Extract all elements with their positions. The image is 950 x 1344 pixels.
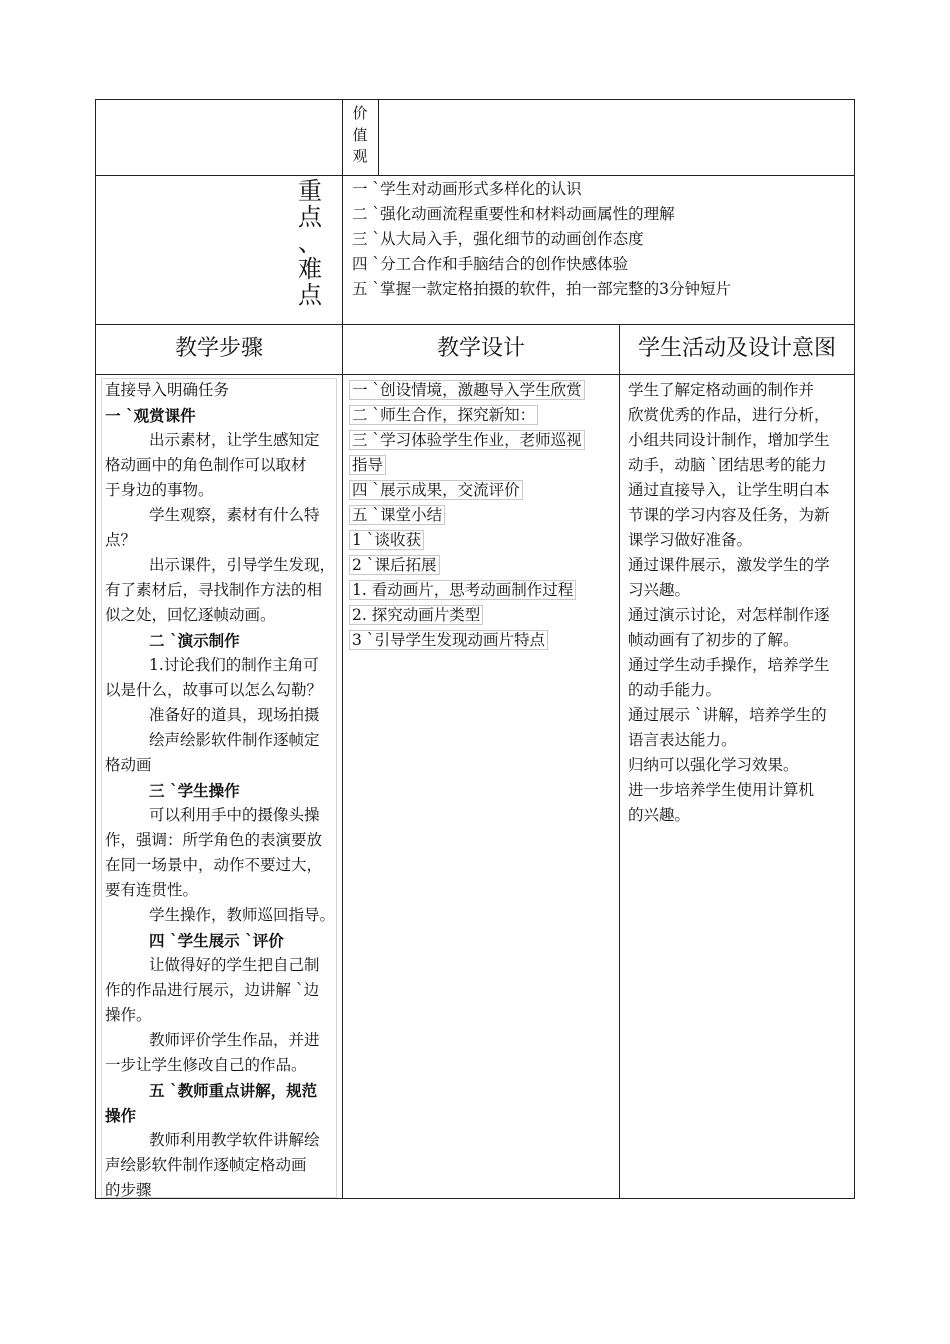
steps-line: 让做得好的学生把自己制 [149, 956, 320, 974]
activity-line: 通过演示讨论，对怎样制作逐 [628, 606, 830, 624]
activity-line: 动手，动脑 `团结思考的能力 [628, 456, 827, 474]
steps-line: 出示素材，让学生感知定 [149, 431, 320, 449]
steps-line: 声绘影软件制作逐帧定格动画 [105, 1156, 307, 1174]
design-column [349, 378, 617, 653]
activity-line: 小组共同设计制作，增加学生 [628, 431, 830, 449]
design-line: 一 `创设情境，激趣导入学生欣赏 [349, 380, 585, 400]
steps-line: 直接导入明确任务 [105, 381, 230, 399]
keypoint-item: 五 `掌握一款定格拍摄的软件，拍一部完整的3分钟短片 [352, 280, 732, 298]
activity-line: 通过课件展示，激发学生的学 [628, 556, 830, 574]
row-divider [95, 374, 855, 375]
col-divider [342, 99, 343, 1199]
steps-line: 可以利用手中的摄像头操 [149, 806, 320, 824]
steps-line: 准备好的道具，现场拍摄 [149, 706, 320, 724]
keypoints-label-char: 难 [298, 255, 322, 283]
activity-line: 语言表达能力。 [628, 731, 737, 749]
value-label-char: 价 [352, 104, 368, 122]
value-label [350, 103, 370, 168]
steps-line: 出示课件，引导学生发现， [149, 556, 336, 574]
design-line: 1. 看动画片，思考动画制作过程 [349, 580, 576, 600]
steps-line: 教师评价学生作品，并进 [149, 1031, 320, 1049]
design-line: 三 `学习体验学生作业，老师巡视 [349, 430, 585, 450]
activity-line: 课学习做好准备。 [628, 531, 753, 549]
activity-line: 通过直接导入，让学生明白本 [628, 481, 830, 499]
activity-line: 的动手能力。 [628, 681, 722, 699]
steps-line: 以是什么，故事可以怎么勾勒？ [105, 681, 323, 699]
row-divider [95, 324, 855, 325]
steps-line: 绘声绘影软件制作逐帧定 [149, 731, 320, 749]
keypoints-label-char: 重 [298, 177, 322, 205]
design-line: 2 `课后拓展 [349, 555, 440, 575]
steps-line: 一步让学生修改自己的作品。 [105, 1056, 307, 1074]
steps-line: 三 `学生操作 [149, 781, 240, 800]
steps-line: 一 `观赏课件 [105, 406, 196, 425]
steps-line: 操作 [105, 1106, 137, 1125]
design-line: 二 `师生合作，探究新知： [349, 405, 538, 425]
header-design: 教学设计 [436, 336, 525, 361]
steps-line: 作的作品进行展示，边讲解 `边 [105, 981, 320, 999]
steps-line: 似之处，回忆逐帧动画。 [105, 606, 276, 624]
steps-line: 学生操作，教师巡回指导。 [149, 906, 336, 924]
activity-line: 节课的学习内容及任务，为新 [628, 506, 830, 524]
header-activity: 学生活动及设计意图 [637, 336, 836, 361]
design-line: 五 `课堂小结 [349, 505, 445, 525]
value-label-char: 值 [352, 125, 368, 144]
activity-line: 习兴趣。 [628, 581, 691, 599]
steps-line: 格动画中的角色制作可以取材 [105, 456, 307, 474]
steps-line: 有了素材后，寻找制作方法的相 [105, 581, 323, 599]
activity-line: 帧动画有了初步的了解。 [628, 631, 799, 649]
steps-line: 要有连贯性。 [105, 881, 199, 899]
design-line: 2. 探究动画片类型 [349, 605, 483, 625]
steps-column [105, 378, 337, 1203]
activity-line: 通过展示 `讲解，培养学生的 [628, 706, 827, 724]
steps-line: 于身边的事物。 [105, 481, 214, 499]
steps-line: 点？ [105, 531, 137, 549]
keypoints-label-char: 点 [298, 203, 322, 231]
table-border-top [95, 99, 855, 100]
row-divider [95, 175, 855, 176]
design-line: 3 `引导学生发现动画片特点 [349, 630, 548, 650]
steps-line: 1.讨论我们的制作主角可 [149, 656, 319, 674]
activity-line: 的兴趣。 [628, 806, 691, 824]
steps-line: 作，强调：所学角色的表演要放 [105, 831, 323, 849]
keypoints-label [295, 178, 325, 308]
table-border-left [95, 99, 96, 1199]
activity-line: 归纳可以强化学习效果。 [628, 756, 799, 774]
keypoint-item: 四 `分工合作和手脑结合的创作快感体验 [352, 255, 629, 273]
steps-line: 教师利用教学软件讲解绘 [149, 1131, 320, 1149]
col-divider-activity [619, 324, 620, 1199]
keypoint-item: 二 `强化动画流程重要性和材料动画属性的理解 [352, 205, 675, 223]
keypoints-label-char: 、 [298, 229, 322, 257]
table-border-right [854, 99, 855, 1199]
value-label-char: 观 [352, 147, 368, 165]
steps-line: 操作。 [105, 1006, 152, 1024]
design-line: 1 `谈收获 [349, 530, 424, 550]
activity-line: 进一步培养学生使用计算机 [628, 781, 815, 799]
design-line: 指导 [349, 455, 386, 475]
steps-line: 在同一场景中，动作不要过大， [105, 856, 323, 874]
activity-line: 通过学生动手操作，培养学生 [628, 656, 830, 674]
steps-line: 格动画 [105, 756, 152, 774]
activity-column [628, 378, 852, 828]
steps-line: 学生观察，素材有什么特 [149, 506, 320, 524]
keypoint-item: 一 `学生对动画形式多样化的认识 [352, 180, 582, 198]
steps-line: 五 `教师重点讲解，规范 [149, 1081, 318, 1100]
design-line: 四 `展示成果，交流评价 [349, 480, 523, 500]
steps-line: 四 `学生展示 `评价 [149, 931, 284, 950]
keypoints-label-char: 点 [298, 281, 322, 309]
keypoint-item: 三 `从大局入手，强化细节的动画创作态度 [352, 230, 644, 248]
header-steps: 教学步骤 [174, 336, 263, 361]
steps-line: 二 `演示制作 [149, 631, 240, 650]
activity-line: 学生了解定格动画的制作并 [628, 381, 815, 399]
col-divider-value [378, 99, 379, 176]
keypoints-list [352, 177, 731, 302]
activity-line: 欣赏优秀的作品，进行分析， [628, 406, 830, 424]
steps-line: 的步骤 [105, 1181, 152, 1199]
